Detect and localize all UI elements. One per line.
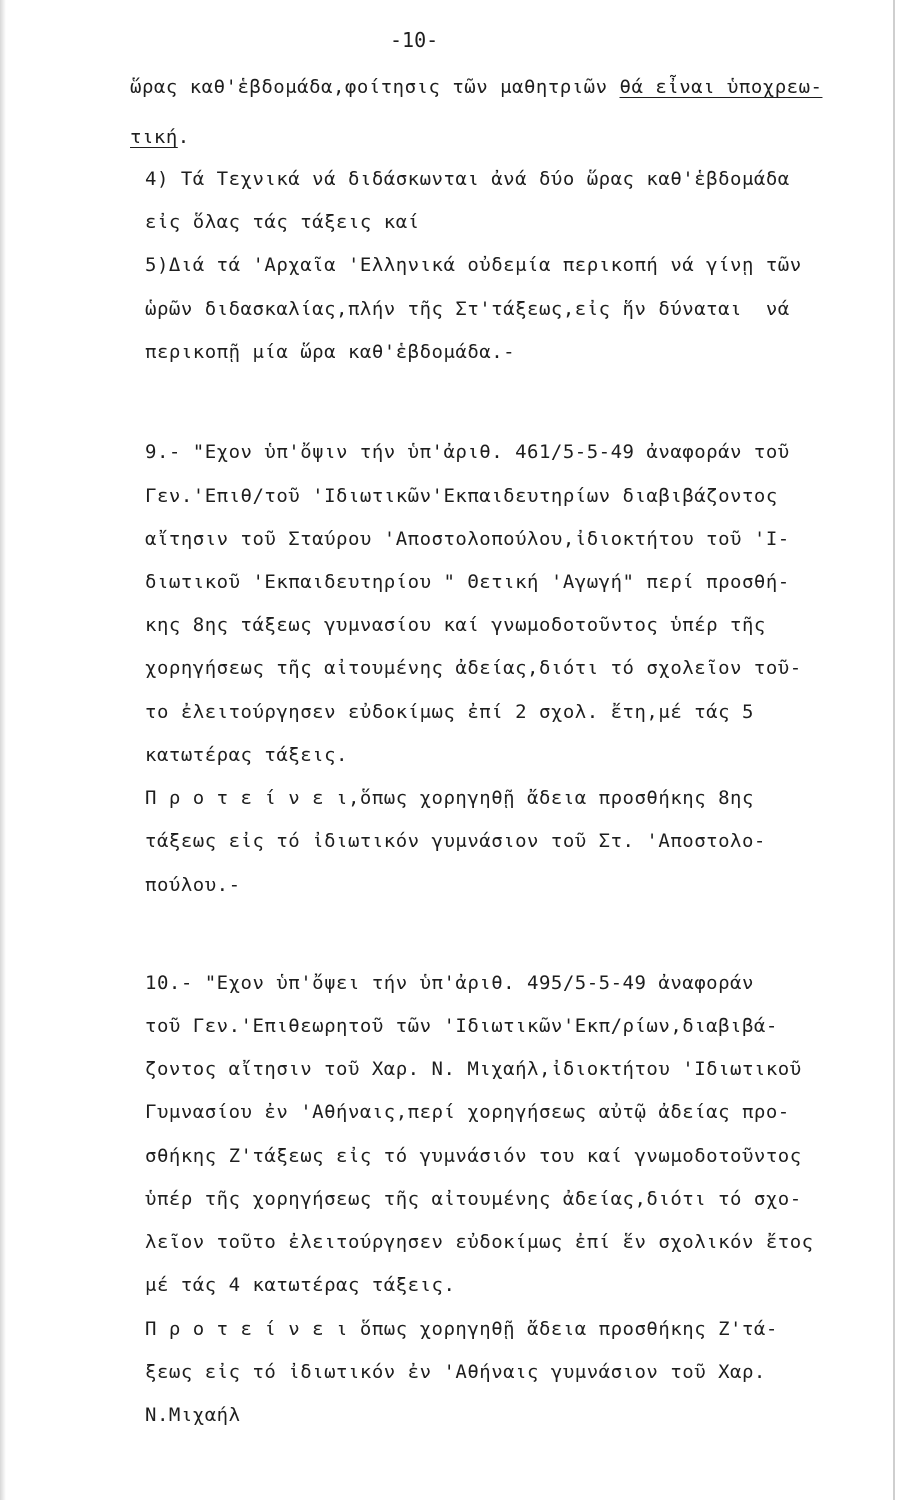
line-text: κατωτέρας τάξεις. bbox=[145, 744, 348, 766]
line-text: αἴτησιν τοῦ Σταύρου 'Αποστολοπούλου,ἰδιοκτήτου τοῦ 'Ι- bbox=[145, 528, 790, 550]
page-number: -10- bbox=[390, 28, 439, 52]
text-line bbox=[145, 1056, 802, 1082]
text-line bbox=[145, 483, 778, 509]
line-text: κης 8ης τάξεως γυμνασίου καί γνωμοδοτοῦντος ὑπέρ τῆς bbox=[145, 614, 766, 636]
line-text: 10.- "Εχον ὑπ'ὄψει τήν ὑπ'ἀριθ. 495/5-5-49 ἀναφοράν bbox=[145, 972, 754, 994]
text-line bbox=[145, 339, 515, 365]
line-text: διωτικοῦ 'Εκπαιδευτηρίου " Θετική 'Αγωγή" περί προσθή- bbox=[145, 571, 790, 593]
line-text: εἰς ὅλας τάς τάξεις καί bbox=[145, 211, 420, 233]
text-line bbox=[145, 1359, 766, 1385]
text-line bbox=[145, 1186, 802, 1212]
text-line bbox=[145, 252, 802, 278]
line-text: λεῖον τοῦτο ἐλειτούργησεν εὐδοκίμως ἐπί ἕν σχολικόν ἔτος bbox=[145, 1231, 814, 1253]
line-text: Π ρ ο τ ε ί ν ε ι ὅπως χορηγηθῇ ἄδεια προσθήκης Ζ'τά- bbox=[145, 1318, 778, 1340]
text-line bbox=[145, 1013, 778, 1039]
line-text: μέ τάς 4 κατωτέρας τάξεις. bbox=[145, 1274, 456, 1296]
text-line bbox=[145, 439, 790, 465]
line-text: ὡρῶν διδασκαλίας,πλήν τῆς Στ'τάξεως,εἰς ἥν δύναται νά bbox=[145, 298, 790, 320]
line-suffix: . bbox=[177, 126, 190, 148]
text-line bbox=[145, 526, 790, 552]
line-text: Γεν.'Επιθ/τοῦ 'Ιδιωτικῶν'Εκπαιδευτηρίων διαβιβάζοντος bbox=[145, 485, 778, 507]
text-line bbox=[145, 828, 766, 854]
line-text: 5)Διά τά 'Αρχαῖα 'Ελληνικά οὐδεμία περικοπή νά γίνῃ τῶν bbox=[145, 254, 802, 276]
text-line bbox=[145, 1143, 802, 1169]
text-line bbox=[145, 655, 802, 681]
line-text: 4) Τά Τεχνικά νά διδάσκωνται ἀνά δύο ὥρας καθ'ἑβδομάδα bbox=[145, 168, 790, 190]
text-line bbox=[130, 74, 822, 100]
line-text: ξεως εἰς τό ἰδιωτικόν ἐν 'Αθήναις γυμνάσιον τοῦ Χαρ. bbox=[145, 1361, 766, 1383]
line-text: τοῦ Γεν.'Επιθεωρητοῦ τῶν 'Ιδιωτικῶν'Εκπ/ρίων,διαβιβά- bbox=[145, 1015, 778, 1037]
scan-right-edge bbox=[893, 0, 895, 1500]
text-line bbox=[145, 1316, 778, 1342]
line-text: Π ρ ο τ ε ί ν ε ι,ὅπως χορηγηθῇ ἄδεια προσθήκης 8ης bbox=[145, 787, 754, 809]
text-line bbox=[145, 296, 790, 322]
text-line bbox=[145, 742, 348, 768]
underlined-text: θά εἶναι ὑποχρεω- bbox=[619, 76, 823, 98]
line-text: χορηγήσεως τῆς αἰτουμένης ἀδείας,διότι τό σχολεῖον τοῦ- bbox=[145, 657, 802, 679]
line-text: περικοπῇ μία ὥρα καθ'ἑβδομάδα.- bbox=[145, 341, 516, 363]
text-line bbox=[145, 1099, 790, 1125]
line-text: πούλου.- bbox=[145, 874, 241, 896]
text-line bbox=[145, 970, 754, 996]
line-text: Γυμνασίου ἐν 'Αθήναις,περί χορηγήσεως αὐτῷ ἀδείας προ- bbox=[145, 1101, 790, 1123]
line-text: ζοντος αἴτησιν τοῦ Χαρ. Ν. Μιχαήλ,ἰδιοκτήτου 'Ιδιωτικοῦ bbox=[145, 1058, 802, 1080]
text-line bbox=[145, 209, 420, 235]
text-line bbox=[145, 612, 766, 638]
text-line bbox=[145, 166, 790, 192]
scan-edge-shadow bbox=[0, 0, 6, 1500]
line-text: σθήκης Ζ'τάξεως εἰς τό γυμνάσιόν του καί γνωμοδοτοῦντος bbox=[145, 1145, 802, 1167]
text-line bbox=[145, 1402, 241, 1428]
line-text: ὥρας καθ'ἑβδομάδα,φοίτησις τῶν μαθητριῶν bbox=[130, 76, 620, 98]
line-text: 9.- "Εχον ὑπ'ὄψιν τήν ὑπ'ἀριθ. 461/5-5-49 ἀναφοράν τοῦ bbox=[145, 441, 790, 463]
text-line bbox=[145, 872, 241, 898]
text-line bbox=[145, 1272, 455, 1298]
line-text: το ἐλειτούργησεν εὐδοκίμως ἐπί 2 σχολ. ἔτη,μέ τάς 5 bbox=[145, 701, 754, 723]
line-text: Ν.Μιχαήλ bbox=[145, 1404, 241, 1426]
text-line bbox=[145, 569, 790, 595]
line-text: ὑπέρ τῆς χορηγήσεως τῆς αἰτουμένης ἀδείας,διότι τό σχο- bbox=[145, 1188, 802, 1210]
underlined-text: τική bbox=[130, 126, 178, 148]
text-line bbox=[145, 1229, 814, 1255]
text-line bbox=[145, 785, 754, 811]
line-text: τάξεως εἰς τό ἰδιωτικόν γυμνάσιον τοῦ Στ. 'Αποστολο- bbox=[145, 830, 766, 852]
text-line bbox=[130, 124, 190, 150]
text-line bbox=[145, 699, 754, 725]
